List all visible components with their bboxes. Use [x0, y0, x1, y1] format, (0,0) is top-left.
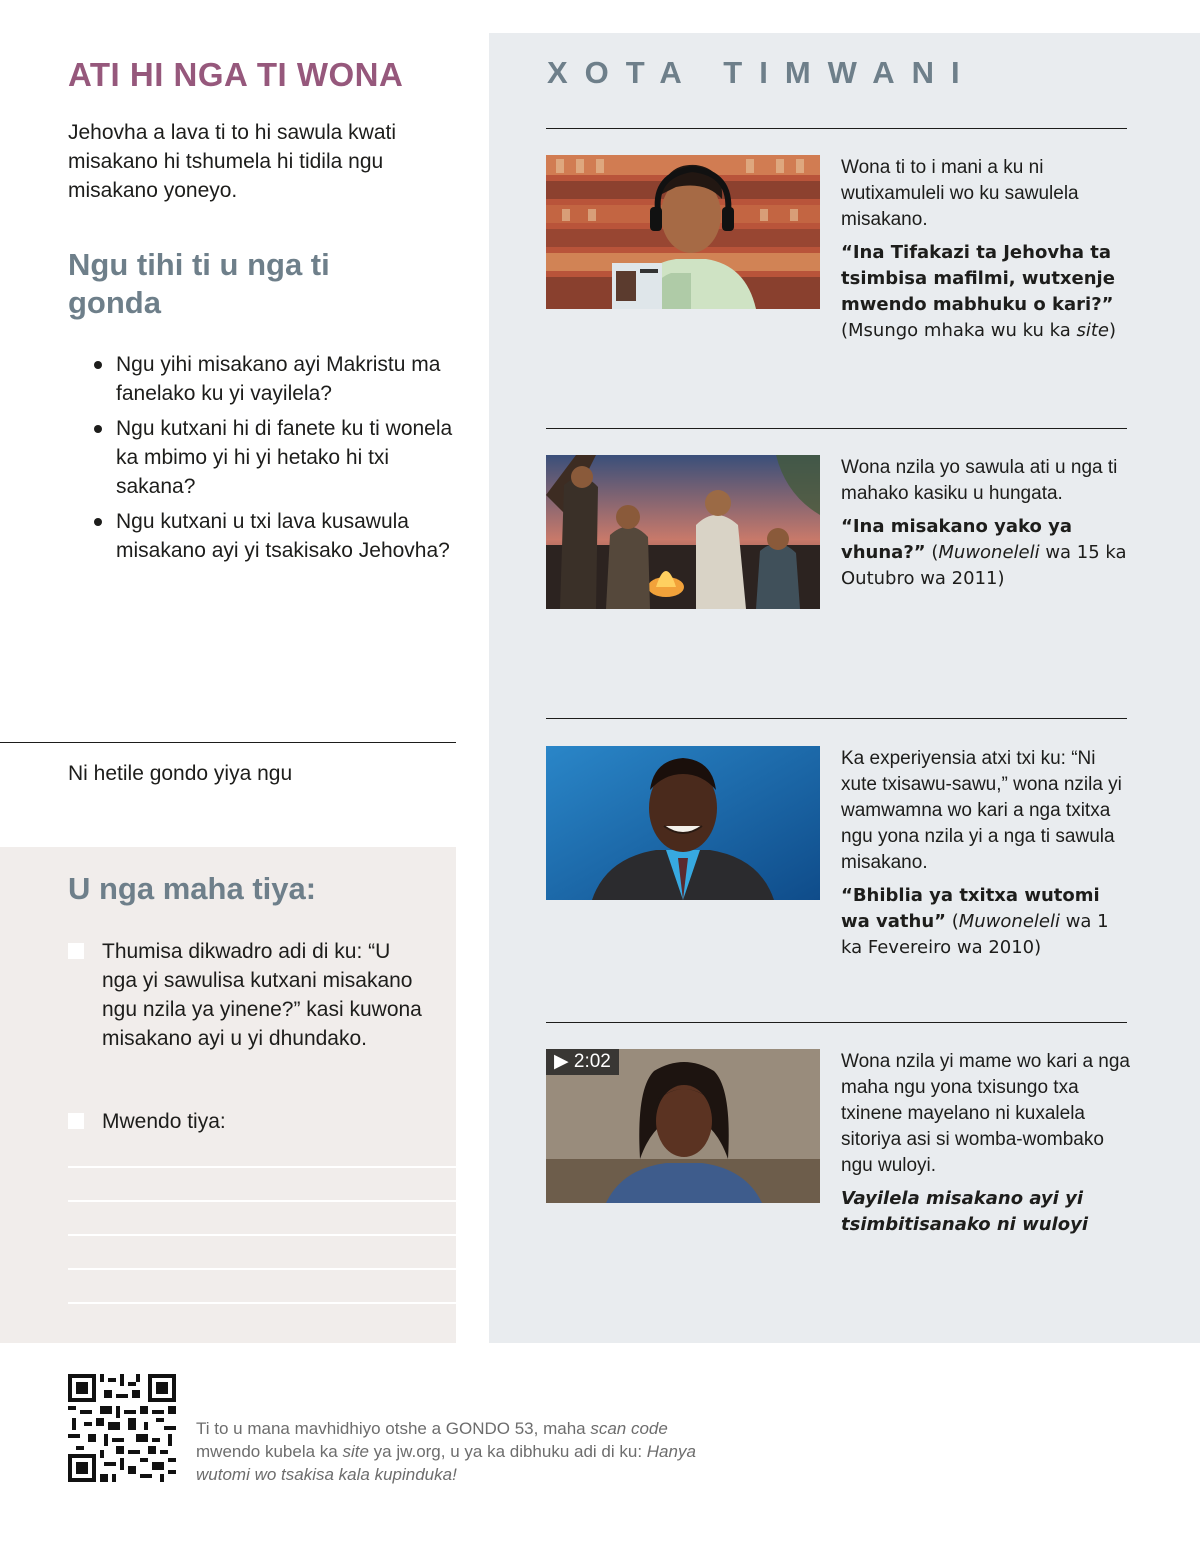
- footer-text-italic: scan code: [590, 1419, 668, 1438]
- resource-thumbnail[interactable]: [546, 455, 820, 609]
- resource-description: Wona nzila yo sawula ati u nga ti mahako kasiku u hungata.: [841, 457, 1118, 504]
- resource-thumbnail[interactable]: [546, 746, 820, 900]
- bullet-icon: [94, 361, 102, 369]
- page-title: ATI HI NGA TI WONA: [68, 56, 404, 93]
- resource-reference[interactable]: [841, 1186, 1131, 1238]
- resource-description: Wona nzila yi mame wo kari a nga maha ngu yona txisungo txa txinene mayelano ni kuxalela sitoriya asi si womba-wombako ngu wuloyi.: [841, 1051, 1130, 1176]
- write-line[interactable]: [68, 1268, 456, 1270]
- question-text: Ngu yihi misakano ayi Makristu ma fanelako ku yi vayilela?: [116, 353, 441, 405]
- checkbox-icon[interactable]: [68, 943, 84, 959]
- resource-reference[interactable]: [841, 240, 1131, 344]
- divider: [546, 428, 1127, 429]
- todo-text: Thumisa dikwadro adi di ku: “U nga yi sawulisa kutxani misakano ngu nzila ya yinene?” kasi kuwona misakano ayi u yi dhundako.: [102, 940, 422, 1050]
- resource-description: Wona ti to i mani a ku ni wutixamuleli wo ku sawulela misakano.: [841, 157, 1079, 230]
- divider: [546, 718, 1127, 719]
- try-heading: U nga maha tiya:: [68, 871, 317, 906]
- bullet-icon: [94, 518, 102, 526]
- footer-text-italic: site: [342, 1442, 369, 1461]
- reference-title[interactable]: “Ina misakano yako ya vhuna?”: [841, 516, 1072, 563]
- question-text: Ngu kutxani hi di fanete ku ti wonela ka mbimo yi hi yi hetako hi txi sakana?: [116, 417, 453, 498]
- reference-note: (: [946, 911, 959, 932]
- question-list: [92, 350, 462, 571]
- reference-note-end: wa 1 ka Fevereiro wa 2010): [841, 911, 1109, 958]
- write-line[interactable]: [68, 1234, 456, 1236]
- resource-text: [841, 1049, 1131, 1245]
- resource-text: [841, 746, 1131, 968]
- reference-note-italic: Muwoneleli: [958, 911, 1060, 932]
- footer-text: Ti to u mana mavhidhiyo otshe a GONDO 53, maha: [196, 1419, 591, 1438]
- reference-note-end: wa 15 ka Outubro wa 2011): [841, 542, 1127, 589]
- question-item: [92, 350, 462, 408]
- footer-book-title[interactable]: Hanya wutomi wo tsakisa kala kupinduka!: [196, 1442, 696, 1484]
- footer-text: ya jw.org, u ya ka dibhuku adi di ku:: [368, 1442, 647, 1461]
- resource-reference[interactable]: [841, 514, 1131, 592]
- review-label: Ni hetile gondo yiya ngu: [68, 762, 293, 785]
- footer-note: [196, 1417, 696, 1486]
- write-line[interactable]: [68, 1200, 456, 1202]
- todo-text: Mwendo tiya:: [102, 1110, 226, 1133]
- learn-heading: Ngu tihi ti u nga ti gonda: [68, 247, 330, 320]
- divider: [546, 1022, 1127, 1023]
- video-thumbnail[interactable]: [546, 1049, 820, 1203]
- divider: [546, 128, 1127, 129]
- todo-item: [68, 1107, 428, 1136]
- write-line[interactable]: [68, 1302, 456, 1304]
- resource-description: Ka experiyensia atxi txi ku: “Ni xute txisawu-sawu,” wona nzila yi wamwamna wo kari a nga txitxa ngu yona nzila yi a nga ti sawula misakano.: [841, 748, 1122, 873]
- try-panel: [0, 847, 456, 1343]
- reference-note-italic: site: [1076, 320, 1109, 341]
- explore-panel: [489, 33, 1200, 1343]
- resource-text: [841, 455, 1131, 599]
- todo-item: [68, 937, 428, 1053]
- video-duration: ▶ 2:02: [546, 1049, 619, 1075]
- footer-text: mwendo kubela ka: [196, 1442, 343, 1461]
- divider: [0, 742, 456, 743]
- qr-code-icon[interactable]: [68, 1374, 176, 1482]
- explore-heading: XOTA TIMWANI: [547, 55, 977, 90]
- question-item: [92, 414, 462, 501]
- reference-note: (Msungo mhaka wu ku ka: [841, 320, 1077, 341]
- bullet-icon: [94, 425, 102, 433]
- resource-reference[interactable]: [841, 883, 1131, 961]
- intro-text: Jehovha a lava ti to hi sawula kwati misakano hi tshumela hi tidila ngu misakano yoneyo.: [68, 121, 397, 202]
- reference-note-end: ): [1108, 320, 1116, 341]
- reference-title[interactable]: “Ina Tifakazi ta Jehovha ta tsimbisa mafilmi, wutxenje mwendo mabhuku o kari?”: [841, 242, 1115, 315]
- reference-title[interactable]: “Bhiblia ya txitxa wutomi wa vathu”: [841, 885, 1100, 932]
- resource-thumbnail[interactable]: [546, 155, 820, 309]
- question-item: [92, 507, 462, 565]
- reference-note: (: [931, 542, 939, 563]
- video-title[interactable]: Vayilela misakano ayi yi tsimbitisanako ni wuloyi: [841, 1188, 1088, 1235]
- question-text: Ngu kutxani u txi lava kusawula misakano ayi yi tsakisako Jehovha?: [116, 510, 450, 562]
- checkbox-icon[interactable]: [68, 1113, 84, 1129]
- reference-note-italic: Muwoneleli: [938, 542, 1040, 563]
- write-line[interactable]: [68, 1166, 456, 1168]
- resource-text: [841, 155, 1131, 351]
